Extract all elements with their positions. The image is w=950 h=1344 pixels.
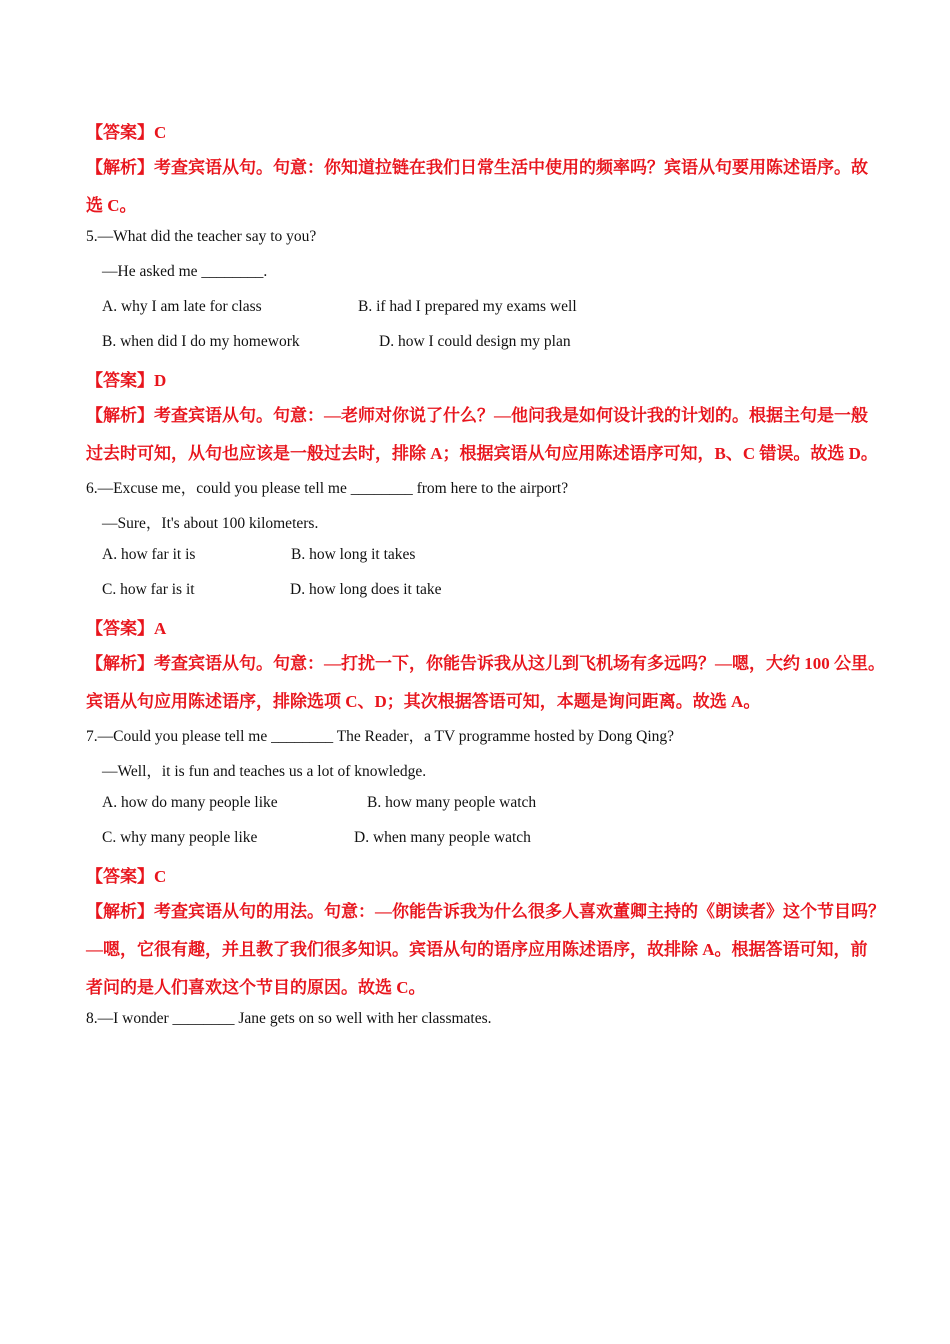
q5-stem: 5.—What did the teacher say to you?: [86, 228, 317, 245]
q7-analysis-line-2: —嗯，它很有趣，并且教了我们很多知识。宾语从句的语序应用陈述语序，故排除 A。根据答语可知，前: [86, 940, 868, 959]
q6-reply: —Sure，It's about 100 kilometers.: [102, 515, 319, 532]
q7-option-c: C. why many people like: [102, 829, 258, 846]
q5-reply: —He asked me ________.: [102, 263, 268, 280]
q5-analysis-line-1: 【解析】考查宾语从句。句意：—老师对你说了什么？—他问我是如何设计我的计划的。根据主句是一般: [86, 406, 868, 425]
q6-answer: 【答案】A: [86, 619, 167, 638]
q7-reply: —Well，it is fun and teaches us a lot of knowledge.: [102, 763, 427, 780]
q8-stem: 8.—I wonder ________ Jane gets on so well with her classmates.: [86, 1010, 492, 1027]
q6-option-d: D. how long does it take: [290, 581, 442, 598]
q6-option-a: A. how far it is: [102, 546, 196, 563]
q4-answer: 【答案】C: [86, 123, 167, 142]
q5-answer: 【答案】D: [86, 371, 167, 390]
q5-option-c: B. when did I do my homework: [102, 333, 300, 350]
q7-answer: 【答案】C: [86, 867, 167, 886]
q7-option-a: A. how do many people like: [102, 794, 278, 811]
q6-stem: 6.—Excuse me，could you please tell me ________ from here to the airport?: [86, 480, 569, 497]
q4-analysis-line-2: 选 C。: [86, 196, 137, 215]
q7-analysis-line-3: 者问的是人们喜欢这个节目的原因。故选 C。: [86, 978, 426, 997]
q4-analysis-line-1: 【解析】考查宾语从句。句意：你知道拉链在我们日常生活中使用的频率吗？宾语从句要用陈述语序。故: [86, 158, 868, 177]
q7-analysis-line-1: 【解析】考查宾语从句的用法。句意：—你能告诉我为什么很多人喜欢董卿主持的《朗读者》这个节目吗？: [86, 902, 885, 921]
q7-option-b: B. how many people watch: [367, 794, 537, 811]
q5-option-b: B. if had I prepared my exams well: [358, 298, 577, 315]
q5-analysis-line-2: 过去时可知，从句也应该是一般过去时，排除 A；根据宾语从句应用陈述语序可知，B、C 错误。故选 D。: [86, 444, 878, 463]
q6-option-b: B. how long it takes: [291, 546, 416, 563]
q6-analysis-line-2: 宾语从句应用陈述语序，排除选项 C、D；其次根据答语可知，本题是询问距离。故选 A。: [86, 692, 761, 711]
q5-option-a: A. why I am late for class: [102, 298, 262, 315]
q6-analysis-line-1: 【解析】考查宾语从句。句意：—打扰一下，你能告诉我从这儿到飞机场有多远吗？—嗯，大约 100 公里。: [86, 654, 885, 673]
q7-option-d: D. when many people watch: [354, 829, 531, 846]
q5-option-d: D. how I could design my plan: [379, 333, 571, 350]
q7-stem: 7.—Could you please tell me ________ The Reader，a TV programme hosted by Dong Qing?: [86, 728, 675, 745]
q6-option-c: C. how far is it: [102, 581, 195, 598]
